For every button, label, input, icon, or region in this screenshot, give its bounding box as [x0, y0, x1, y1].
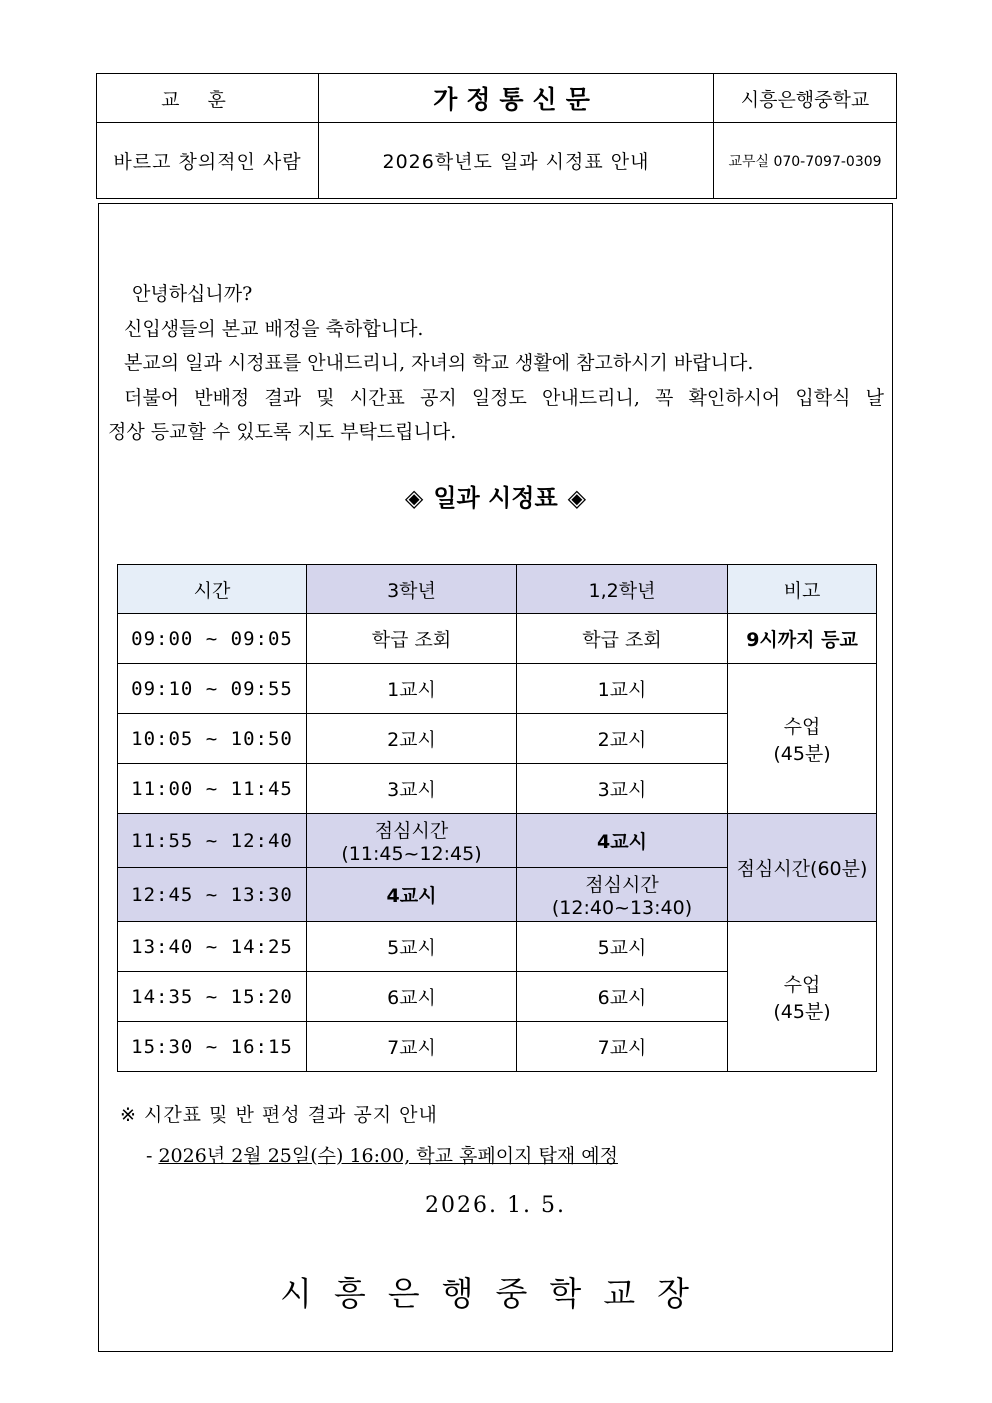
col-header-grade12: 1,2학년 — [517, 565, 728, 614]
grade3-cell: 4교시 — [307, 868, 517, 922]
schedule-title-text: 일과 시정표 — [433, 483, 558, 512]
grade12-cell: 6교시 — [517, 972, 728, 1022]
phone-cell — [714, 123, 897, 199]
table-row — [118, 664, 877, 714]
letter-line-2: 본교의 일과 시정표를 안내드리니, 자녀의 학교 생활에 참고하시기 바랍니다. — [124, 352, 754, 374]
time-cell: 11:55 ~ 12:40 — [118, 814, 307, 868]
grade3-cell: 1교시 — [307, 664, 517, 714]
grade3-cell: 6교시 — [307, 972, 517, 1022]
grade12-cell: 5교시 — [517, 922, 728, 972]
time-cell: 09:10 ~ 09:55 — [118, 664, 307, 714]
office-phone: 교무실 070-7097-0309 — [728, 153, 882, 170]
note-cell: 9시까지 등교 — [728, 614, 877, 664]
letter-line-1: 신입생들의 본교 배정을 축하합니다. — [124, 317, 424, 340]
motto-cell — [97, 123, 319, 199]
school-motto: 바르고 창의적인 사람 — [113, 151, 302, 173]
note-cell-class — [728, 664, 877, 814]
motto-label-cell — [97, 74, 319, 123]
grade3-cell: 점심시간(11:45~12:45) — [307, 814, 517, 868]
grade3-cell: 학급 조회 — [307, 614, 517, 664]
grade12-cell: 2교시 — [517, 714, 728, 764]
grade12-cell: 7교시 — [517, 1022, 728, 1072]
time-cell: 14:35 ~ 15:20 — [118, 972, 307, 1022]
schedule-table — [117, 564, 877, 1072]
grade12-cell: 점심시간(12:40~13:40) — [517, 868, 728, 922]
col-header-note: 비고 — [728, 565, 877, 614]
note-cell-lunch: 점심시간(60분) — [728, 814, 877, 922]
notice — [120, 1100, 618, 1167]
notice-detail: 2026년 2월 25일(수) 16:00, 학교 홈페이지 탑재 예정 — [158, 1145, 618, 1167]
table-header-row — [118, 565, 877, 614]
col-header-time: 시간 — [118, 565, 307, 614]
grade12-cell: 4교시 — [517, 814, 728, 868]
grade12-cell: 3교시 — [517, 764, 728, 814]
issue-date: 2026. 1. 5. — [425, 1193, 566, 1218]
notice-dash: - — [146, 1145, 159, 1167]
letter-line-3b: 정상 등교할 수 있도록 지도 부탁드립니다. — [108, 421, 457, 443]
diamond-icon: ◈ — [567, 483, 587, 512]
principal-signature: 시흥은행중학교장 — [279, 1274, 712, 1313]
grade3-cell: 5교시 — [307, 922, 517, 972]
time-cell: 15:30 ~ 16:15 — [118, 1022, 307, 1072]
note-class-duration: (45분) — [773, 1000, 831, 1023]
grade3-cell: 7교시 — [307, 1022, 517, 1072]
col-header-grade3: 3학년 — [307, 565, 517, 614]
subject-cell — [319, 123, 714, 199]
note-class-label: 수업 — [783, 973, 821, 996]
subject: 2026학년도 일과 시정표 안내 — [382, 151, 650, 173]
grade3-cell: 3교시 — [307, 764, 517, 814]
notice-detail-line — [146, 1141, 618, 1168]
title-cell — [319, 74, 714, 123]
grade12-cell: 1교시 — [517, 664, 728, 714]
table-row — [118, 922, 877, 972]
motto-label: 교훈 — [161, 88, 254, 111]
time-cell: 11:00 ~ 11:45 — [118, 764, 307, 814]
header-table — [96, 73, 897, 199]
grade3-cell: 2교시 — [307, 714, 517, 764]
letter-line-3a: 더불어 반배정 결과 및 시간표 공지 일정도 안내드리니, 꼭 확인하시어 입학식 날 — [124, 386, 884, 409]
page-title: 가정통신문 — [433, 85, 599, 114]
diamond-icon: ◈ — [404, 483, 424, 512]
note-class-label: 수업 — [783, 715, 821, 738]
grade12-cell: 학급 조회 — [517, 614, 728, 664]
time-cell: 13:40 ~ 14:25 — [118, 922, 307, 972]
time-cell: 10:05 ~ 10:50 — [118, 714, 307, 764]
table-row — [118, 614, 877, 664]
note-class-duration: (45분) — [773, 742, 831, 765]
school-cell — [714, 74, 897, 123]
notice-heading: ※ 시간표 및 반 편성 결과 공지 안내 — [120, 1104, 438, 1126]
schedule-title — [98, 478, 893, 513]
letter-body — [108, 277, 884, 450]
table-row-lunch — [118, 814, 877, 868]
school-name: 시흥은행중학교 — [740, 88, 870, 111]
greeting: 안녕하십니까? — [132, 283, 253, 305]
time-cell: 12:45 ~ 13:30 — [118, 868, 307, 922]
time-cell: 09:00 ~ 09:05 — [118, 614, 307, 664]
note-cell-class — [728, 922, 877, 1072]
